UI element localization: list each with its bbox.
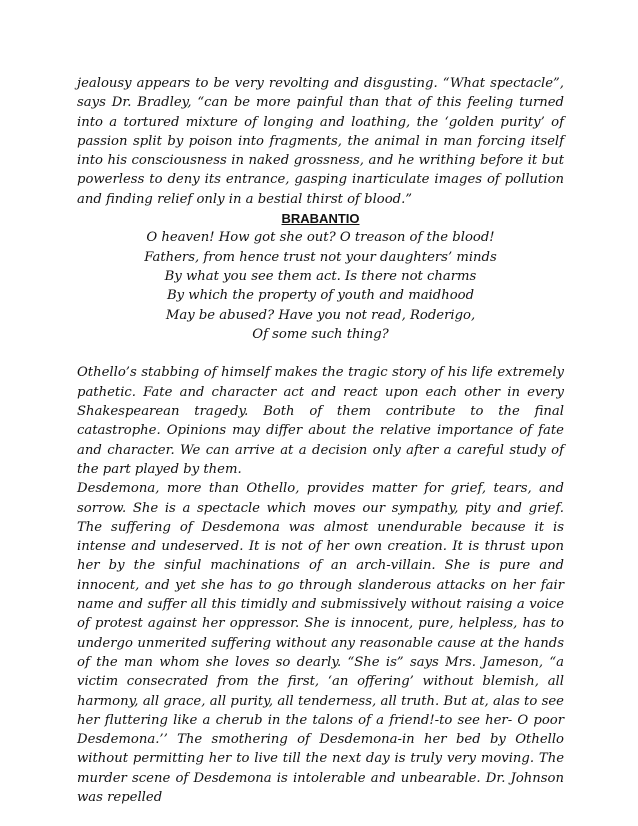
verse-line: O heaven! How got she out? O treason of the blood! <box>146 230 495 246</box>
verse-line: May be abused? Have you not read, Roderigo, <box>165 307 476 323</box>
paragraph-desdemona: Desdemona, more than Othello, provides matter for grief, tears, and sorrow. She is a spectacle which moves our sympathy, pity and grief. The suffering of Desdemona was almost unendurable because it is intense and undeserved. It is not of her own creation. It is thrust upon her by the sinful machinations of an arch-villain. She is pure and innocent, and yet she has to go through slanderous attacks on her fair name and suffer all this timidly and submissively without raising a voice of protest against her oppressor. She is innocent, pure, helpless, has to undergo unmerited suffering without any reasonable cause at the hands of the man whom she loves so dearly. “She is” says Mrs. Jameson, “a victim consecrated from the first, ‘an offering’ without blemish, all harmony, all grace, all purity, all tenderness, all truth. But at, alas to see her fluttering like a cherub in the talons of a friend!-to see her- O poor Desdemona.’’ The smothering of Desdemona-in her bed by Othello without permitting her to live till the next day is truly very moving. The murder scene of Desdemona is intolerable and unbearable. Dr. Johnson was repelled <box>77 481 564 805</box>
spacer <box>77 344 564 363</box>
paragraph-jealousy: jealousy appears to be very revolting and disgusting. “What spectacle”, says Dr. Bradley, “can be more painful than that of this feeling turned into a tortured mixture of longing and loathing, the ‘golden purity’ of passion split by poison into fragments, the animal in man forcing itself into his consciousness in naked grossness, and he writhing before it but powerless to deny its entrance, gasping inarticulate images of pollution and finding relief only in a bestial thirst of blood.” <box>77 76 564 207</box>
speaker-heading: BRABANTIO <box>281 211 360 227</box>
verse-line: By what you see them act. Is there not charms <box>164 268 477 284</box>
verse-line: Of some such thing? <box>252 326 389 342</box>
verse-line: By which the property of youth and maidhood <box>166 288 475 304</box>
paragraph-othello-stabbing: Othello’s stabbing of himself makes the tragic story of his life extremely pathetic. Fate and character act and react upon each other in every Shakespearean tragedy. Both of them contribute to the final catastrophe. Opinions may differ about the relative importance of fate and character. We can arrive at a decision only after a careful study of the part played by them. <box>77 365 564 477</box>
verse-line: Fathers, from hence trust not your daughters’ minds <box>144 249 497 265</box>
verse-block <box>77 228 564 344</box>
document-page <box>77 74 564 807</box>
